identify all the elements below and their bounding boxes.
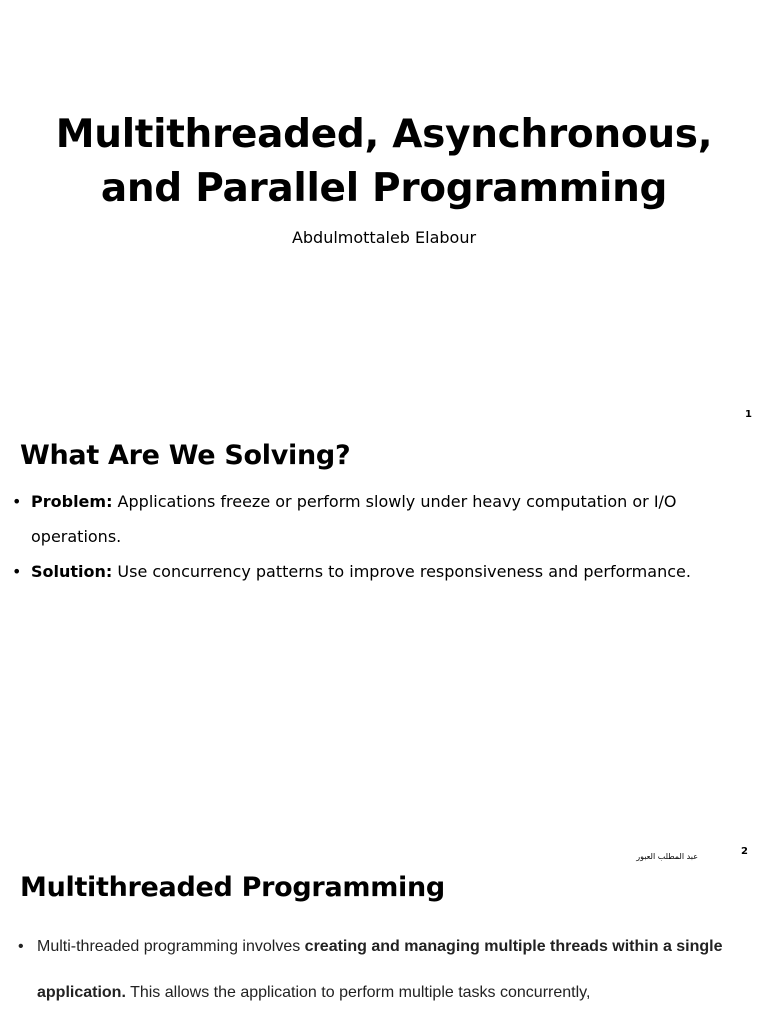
bullet-label: Problem: (31, 492, 113, 511)
title-line-1: Multithreaded, Asynchronous, (55, 112, 713, 157)
bullet-text: Applications freeze or perform slowly under heavy computation or I/O operations. (31, 492, 677, 546)
bullet-icon: • (12, 562, 22, 581)
bullet-list (12, 484, 712, 589)
slide-heading: Multithreaded Programming (20, 872, 445, 903)
page-number: 2 (741, 846, 748, 857)
bullet-icon: • (18, 938, 24, 955)
presentation-title (0, 108, 768, 216)
list-item (18, 924, 733, 1016)
bullet-text: Multi-threaded programming involves (37, 938, 305, 955)
author-name: Abdulmottaleb Elabour (291, 228, 477, 247)
bullet-text-continued: This allows the application to perform multiple tasks concurrently, (125, 984, 591, 1001)
page-number: 1 (745, 409, 752, 420)
bullet-bold-text: creating and managing multiple threads within a single application. (37, 938, 723, 1001)
list-item (12, 554, 712, 589)
bullet-label: Solution: (31, 562, 113, 581)
footer-arabic-text: عبد المطلب العبور (636, 852, 698, 861)
slide-heading: What Are We Solving? (20, 440, 351, 471)
list-item (12, 484, 712, 554)
multithreading-slide (0, 840, 768, 1024)
bullet-text: Use concurrency patterns to improve responsiveness and performance. (112, 562, 691, 581)
title-line-2: and Parallel Programming (100, 166, 668, 211)
bullet-list (18, 924, 733, 1016)
bullet-icon: • (12, 492, 22, 511)
problem-slide (0, 430, 768, 840)
title-slide (0, 0, 768, 430)
